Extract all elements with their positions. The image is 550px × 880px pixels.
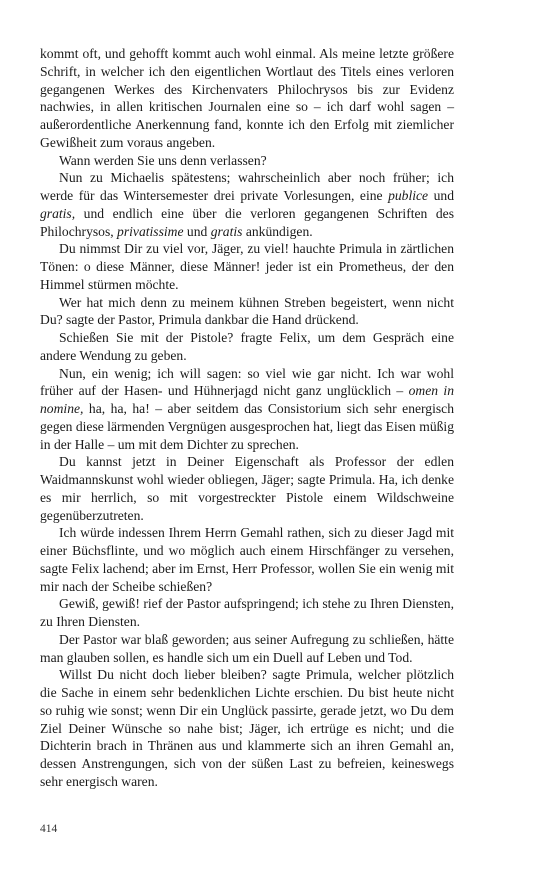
- paragraph: [40, 524, 454, 595]
- paragraph: [40, 294, 454, 330]
- paragraph: [40, 631, 454, 667]
- paragraph: [40, 595, 454, 631]
- text-run: und: [428, 188, 454, 203]
- paragraph: [40, 329, 454, 365]
- paragraph: [40, 152, 454, 170]
- italic-text: omen in nomine,: [40, 383, 454, 416]
- paragraph: [40, 666, 454, 790]
- text-run: und: [183, 223, 211, 239]
- text-run: Gewiß, gewiß! rief der Pastor aufspringend; ich stehe zu Ihren Diensten, zu Ihren Diensten.: [40, 596, 454, 629]
- italic-text: gratis,: [40, 205, 76, 221]
- paragraph: [40, 169, 454, 240]
- text-run: Willst Du nicht doch lieber bleiben? sagte Primula, welcher plötzlich die Sache in einem sehr bedenklichen Lichte erschien. Du bist heute nicht so ruhig wie sonst; wenn Dir ein Unglück passirte, gerade jetzt, wo Du dem Ziel Deiner Wünsche so nahe bist; Jäger, ich ertrüge es nicht; und die Dichterin brach in Thränen aus und klammerte sich an ihren Gemahl an, dessen Anstrengungen, sich von der süßen Last zu befreien, keineswegs sehr energisch waren.: [40, 667, 454, 789]
- page-text: [40, 45, 454, 791]
- text-run: und endlich eine über die verloren gegangenen Schriften des Philochrysos,: [40, 205, 454, 239]
- text-run: Der Pastor war blaß geworden; aus seiner Aufregung zu schließen, hätte man glauben sollen, es handle sich um ein Duell auf Leben und Tod.: [40, 631, 454, 665]
- text-run: Nun, ein wenig; ich will sagen: so viel wie gar nicht. Ich war wohl früher auf der Hasen- und Hühnerjagd nicht ganz unglücklich –: [40, 365, 454, 399]
- text-run: kommt oft, und gehofft kommt auch wohl einmal. Als meine letzte größere Schrift, in welcher ich den eigentlichen Wortlaut des Titels eines verloren gegangenen Werkes des Kirchenvaters Philochrysos bis zur Evidenz nachwies, in allen kritischen Journalen eine so – ich darf wohl sagen – außerordentliche Anerkennung fand, konnte ich den Erfolg mit ziemlicher Gewißheit zum voraus angeben.: [40, 46, 454, 150]
- paragraph: [40, 365, 454, 454]
- text-run: Du kannst jetzt in Deiner Eigenschaft als Professor der edlen Waidmannskunst wohl wieder obliegen, Jäger; sagte Primula. Ha, ich denke es mir herrlich, so mit vorgestreckter Pistole einem Wildschweine gegenüberzutreten.: [40, 454, 454, 523]
- text-run: Nun zu Michaelis spätestens; wahrscheinlich aber noch früher; ich werde für das Wintersemester drei private Vorlesungen, eine: [40, 170, 454, 203]
- text-run: Ich würde indessen Ihrem Herrn Gemahl rathen, sich zu dieser Jagd mit einer Büchsflinte, und wo möglich auch einem Hirschfänger zu versehen, sagte Felix lachend; aber im Ernst, Herr Professor, wollen Sie ein wenig mit mir nach der Scheibe schießen?: [40, 525, 454, 594]
- text-run: Wer hat mich denn zu meinem kühnen Streben begeistert, wenn nicht Du? sagte der Pastor, Primula dankbar die Hand drückend.: [40, 294, 454, 328]
- text-run: ankündigen.: [242, 223, 313, 239]
- text-run: Wann werden Sie uns denn verlassen?: [59, 152, 267, 168]
- page-number: 414: [40, 823, 58, 835]
- italic-text: publice: [388, 188, 429, 203]
- italic-text: gratis: [210, 223, 243, 239]
- italic-text: privatissime: [117, 223, 184, 239]
- paragraph: [40, 453, 454, 524]
- paragraph: [40, 240, 454, 293]
- text-run: ha, ha, ha! – aber seitdem das Consistorium sich sehr energisch gegen diese lärmenden Vergnügen ausgesprochen hat, liegt das Eisen müßig in der Halle – um mit dem Dichter zu sprechen.: [40, 401, 454, 452]
- paragraph: [40, 45, 454, 152]
- text-run: Du nimmst Dir zu viel vor, Jäger, zu viel! hauchte Primula in zärtlichen Tönen: o diese Männer, diese Männer! jeder ist ein Prometheus, der den Himmel stürmen möchte.: [40, 241, 454, 292]
- text-run: Schießen Sie mit der Pistole? fragte Felix, um dem Gespräch eine andere Wendung zu geben.: [40, 330, 454, 363]
